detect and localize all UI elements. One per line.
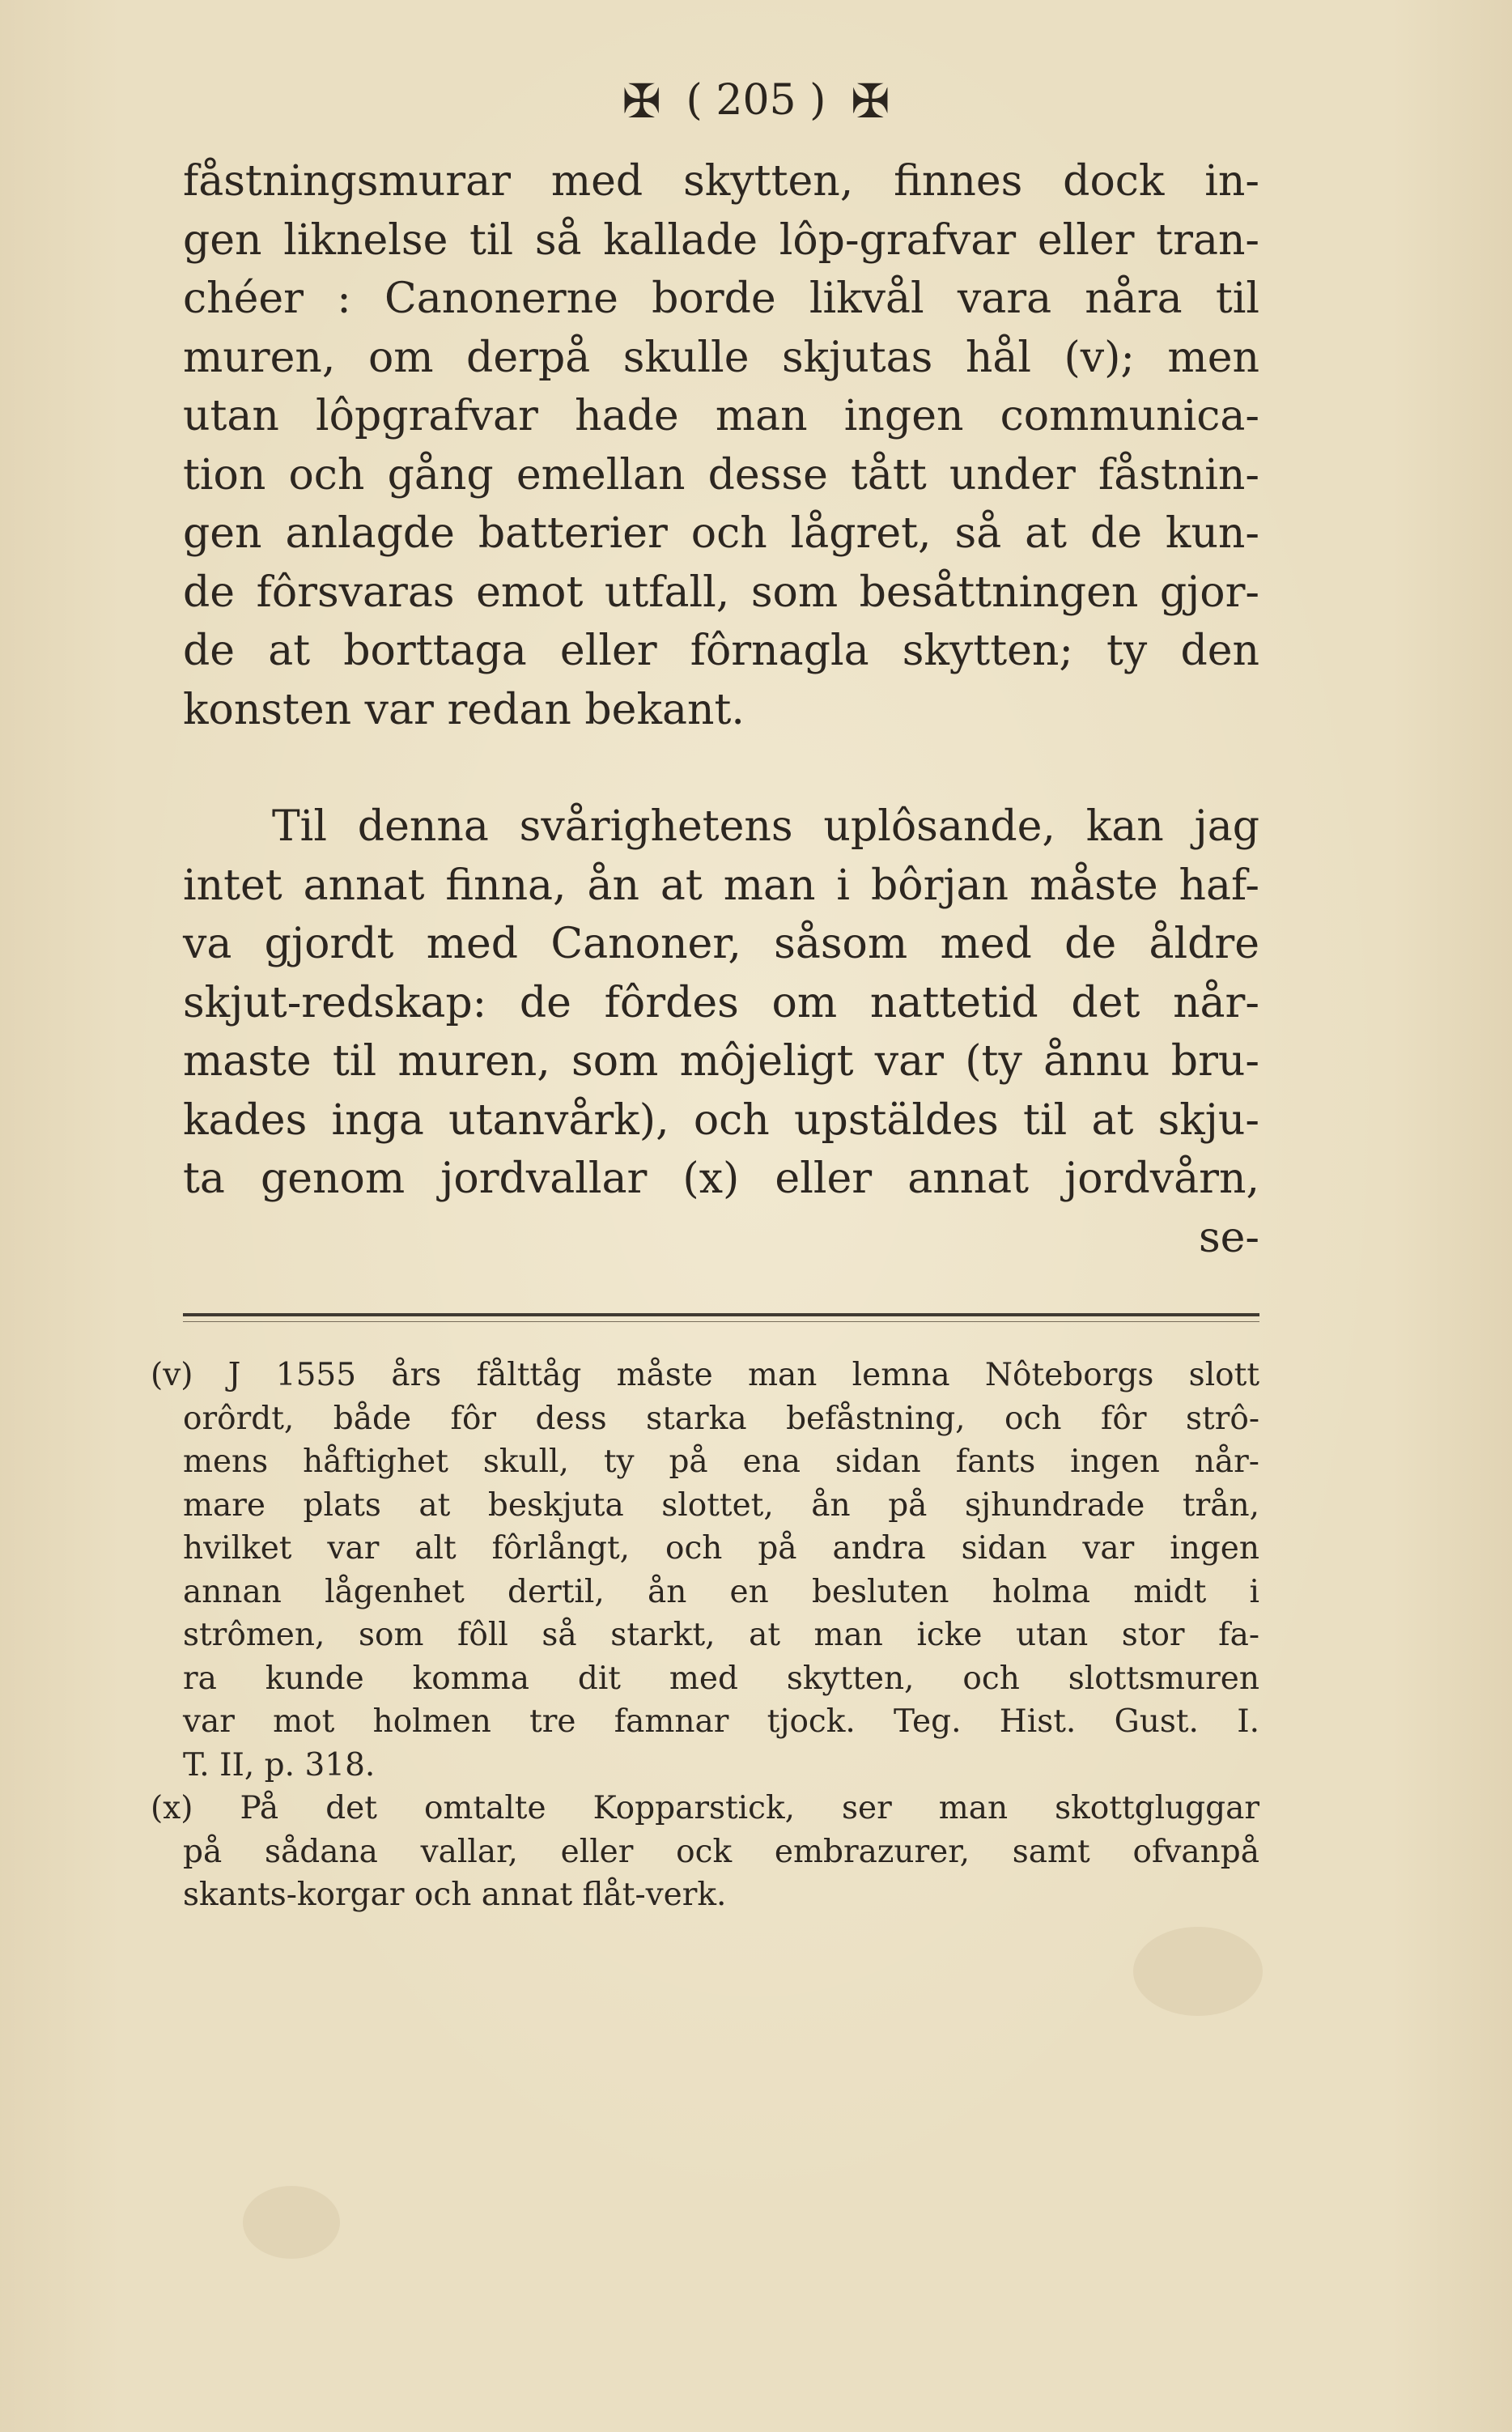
footnote-line: ra kunde komma dit med skytten, och slottsmuren [183,1660,1259,1697]
page-header [0,71,1512,130]
paper-stain [1133,1927,1263,2016]
paragraph-1 [183,152,1259,739]
text-line: intet annat finna, ån at man i bôrjan måste haf- [183,861,1259,910]
text-line: gen liknelse til så kallade lôp-grafvar eller tran- [183,215,1259,265]
text-line: utan lôpgrafvar hade man ingen communica- [183,392,1259,440]
footnote-line: T. II, p. 318. [183,1746,376,1784]
text-line: de fôrsvaras emot utfall, som besåttningen gjor- [183,568,1259,617]
paragraph-2 [183,797,1259,1267]
text-line: maste til muren, som môjeligt var (ty ånnu bru- [183,1037,1259,1086]
text-line: Til denna svårighetens uplôsande, kan jag [272,802,1259,851]
footnote-line: mens håftighet skull, ty på ena sidan fants ingen når- [183,1443,1259,1480]
catchword: se- [1198,1213,1259,1262]
text-line: tion och gång emellan desse tått under fåstnin- [183,450,1259,500]
text-line: kades inga utanvårk), och upstäldes til at skju- [183,1095,1259,1145]
text-line: chéer : Canonerne borde likvål vara nåra til [183,274,1259,323]
footnote-line: hvilket var alt fôrlångt, och på andra sidan var ingen [183,1530,1259,1567]
ornament-right-icon: ✠ [850,74,890,129]
footnote-line: (x) På det omtalte Kopparstick, ser man skottgluggar [151,1790,1259,1826]
footnote-line: på sådana vallar, eller ock embrazurer, samt ofvanpå [183,1833,1259,1870]
footnote-x [151,1787,1259,1917]
footnote-line: orôrdt, både fôr dess starka befåstning, och fôr strô- [183,1400,1259,1437]
text-line: ta genom jordvallar (x) eller annat jordvårn, [183,1154,1259,1203]
footnote-line: (v) J 1555 års fålttåg måste man lemna Nôteborgs slott [151,1357,1259,1393]
text-line: fåstningsmurar med skytten, finnes dock in- [183,157,1259,206]
footnote-line: skants-korgar och annat flåt-verk. [183,1877,727,1913]
text-line: skjut-redskap: de fôrdes om nattetid det når- [183,978,1259,1027]
footnote-line: annan lågenhet dertil, ån en besluten holma midt i [183,1573,1259,1610]
text-line: gen anlagde batterier och lågret, så at de kun- [183,509,1259,558]
footnote-v [151,1354,1259,1787]
footnote-line: mare plats at beskjuta slottet, ån på sjhundrade trån, [183,1486,1259,1524]
footnotes [151,1354,1259,1917]
footnote-line: strômen, som fôll så starkt, at man icke utan stor fa- [183,1617,1259,1653]
footnote-divider [183,1313,1259,1322]
text-line: de at borttaga eller fôrnagla skytten; ty den [183,627,1259,675]
ornament-left-icon: ✠ [622,74,662,129]
text-line: muren, om derpå skulle skjutas hål (v); men [183,333,1259,382]
text-line: va gjordt med Canoner, såsom med de åldre [183,920,1259,968]
paper-stain [243,2186,340,2259]
page-number: ( 205 ) [686,76,826,125]
text-line: konsten var redan bekant. [183,685,745,734]
footnote-line: var mot holmen tre famnar tjock. Teg. Hist. Gust. I. [183,1703,1259,1740]
